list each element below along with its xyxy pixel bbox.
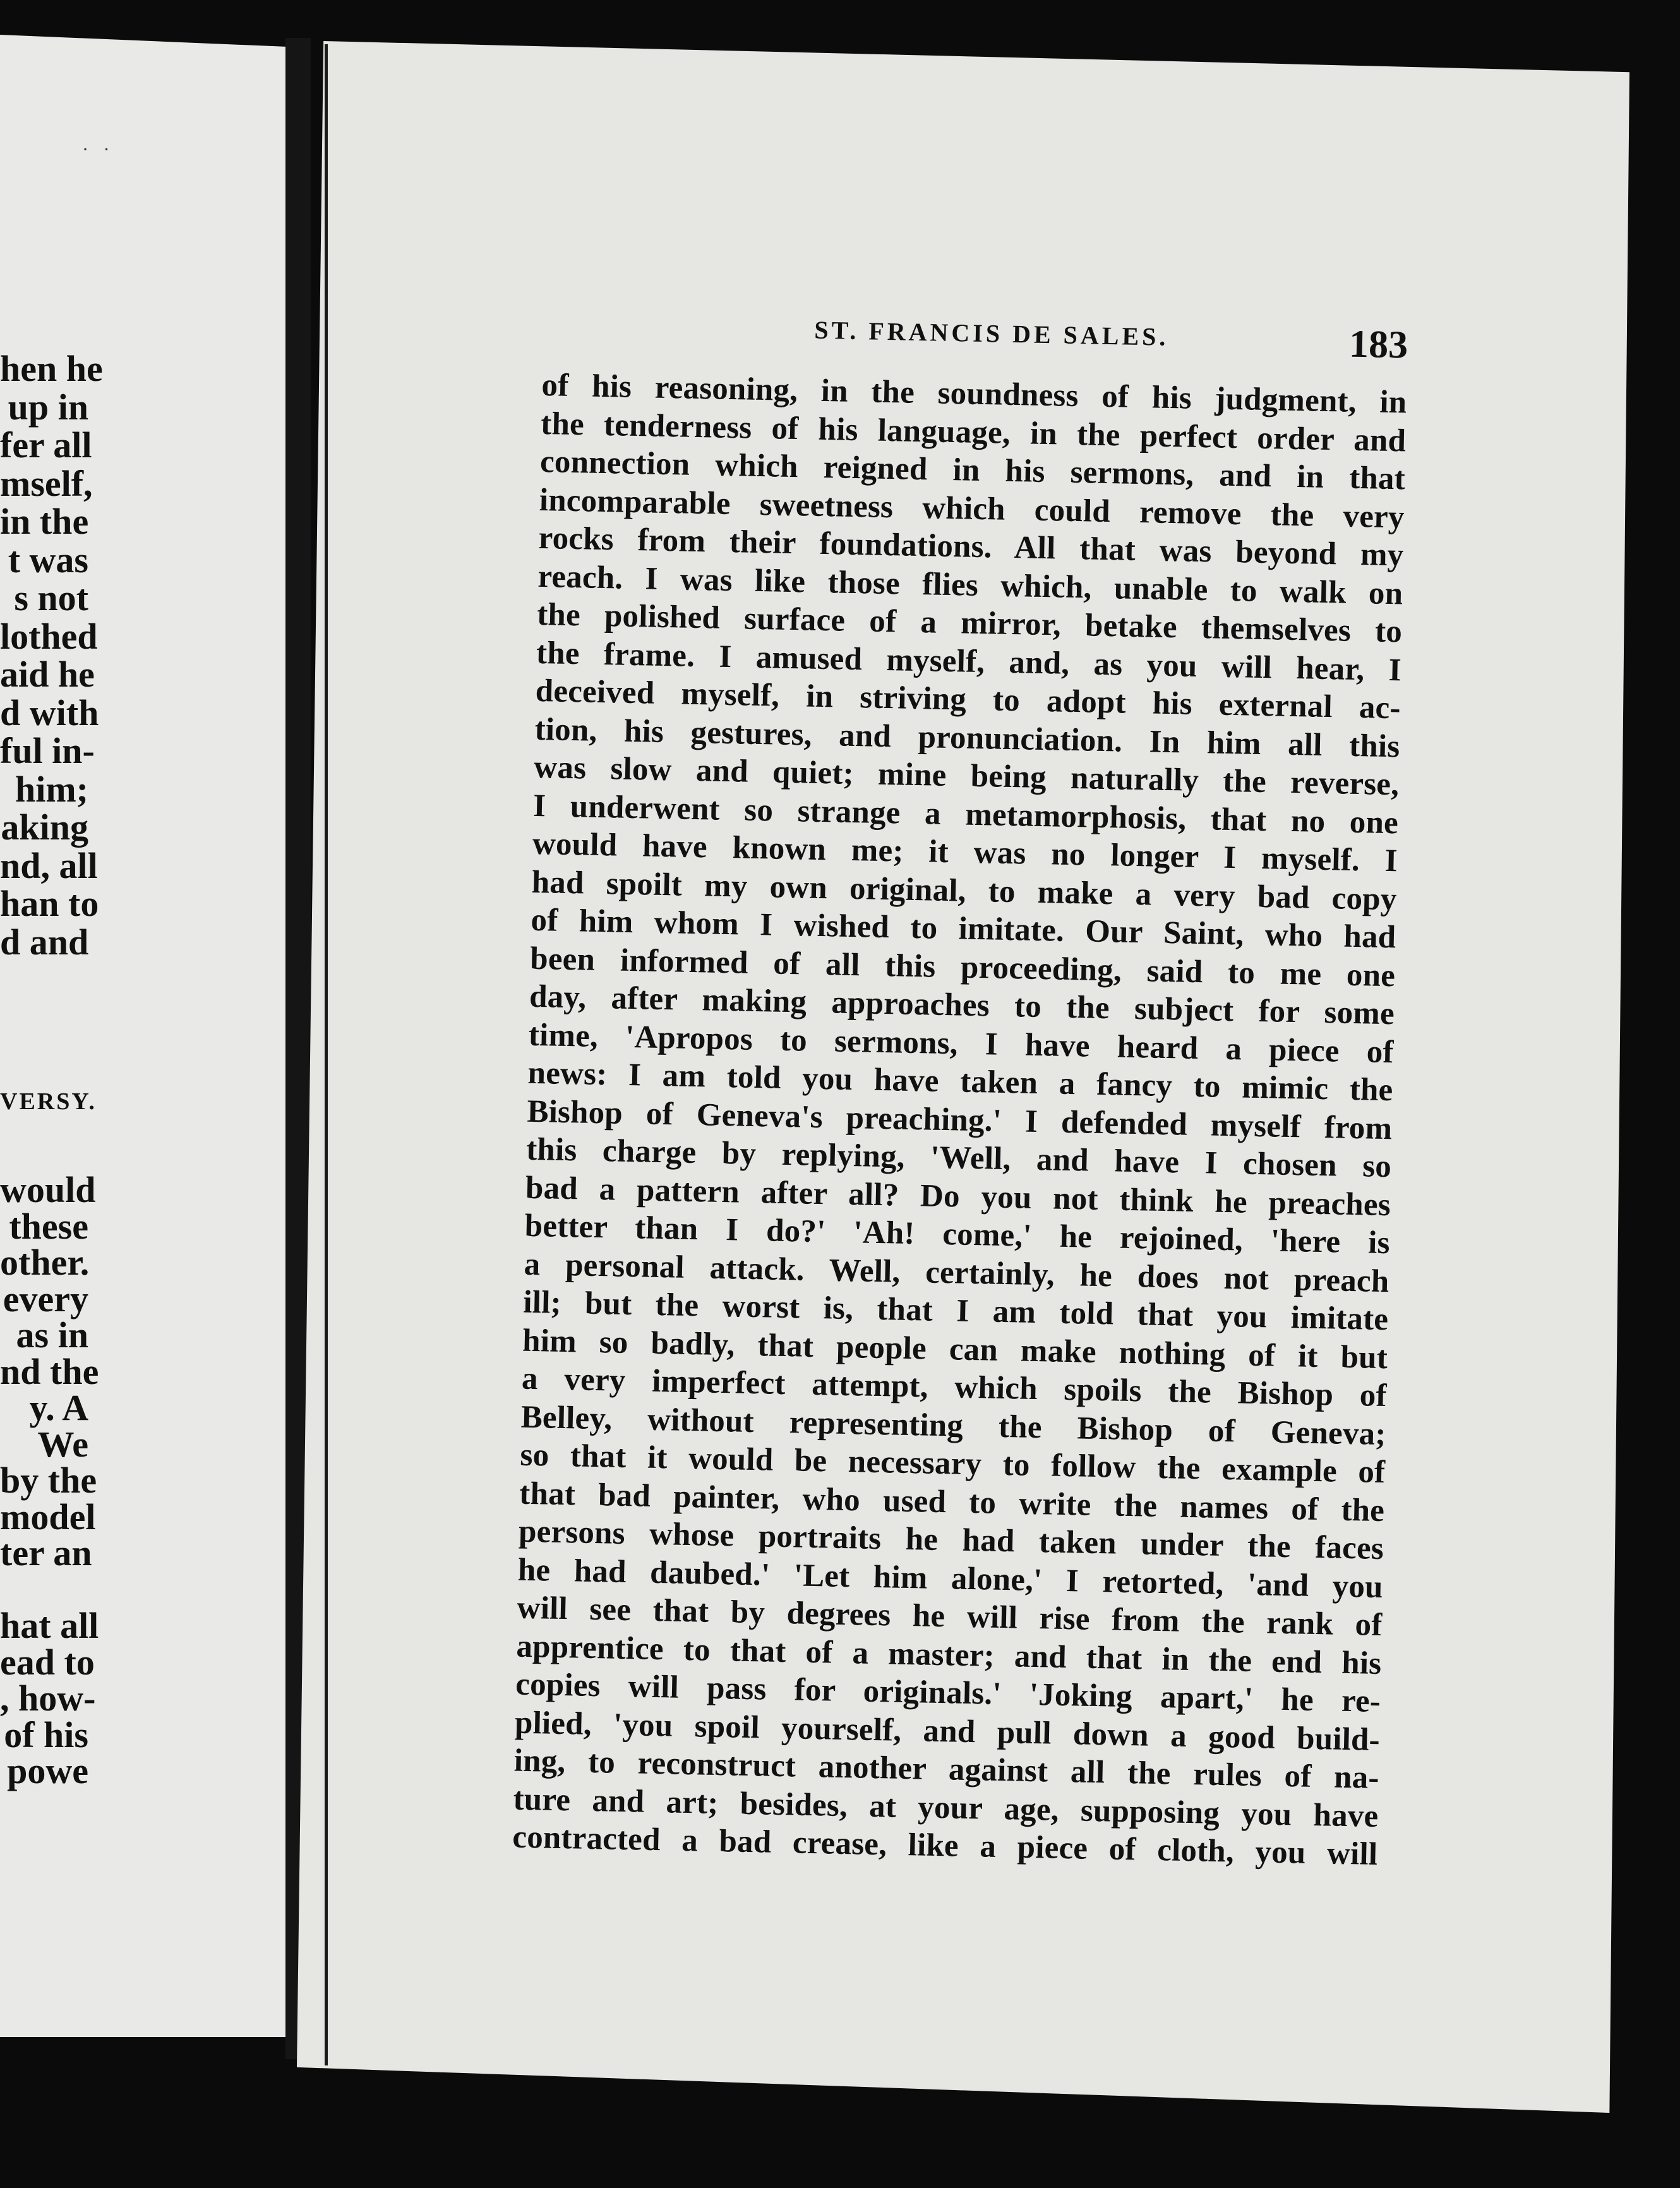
left-text-fragment: these [9,1205,88,1247]
left-text-fragment: him; [15,768,88,810]
text-line: of him whom I wished to imitate. Our Saint, who had [531,902,1396,956]
left-text-fragment: model [0,1496,96,1537]
page-number: 183 [1348,322,1408,367]
text-line: the tenderness of his language, in the perfect order and [540,406,1407,459]
left-text-fragment: hat all [0,1605,99,1646]
text-line: of his reasoning, in the soundness of his judgment, in [541,367,1407,421]
left-text-fragment: lothed [0,615,98,657]
text-line: copies will pass for originals.' 'Joking apart,' he re- [515,1666,1381,1720]
text-line: a very imperfect attempt, which spoils the Bishop of [521,1361,1388,1414]
text-line: ing, to reconstruct another against all the rules of na- [513,1743,1380,1796]
gutter-line [325,44,328,2065]
text-line: day, after making approaches to the subject for some [529,978,1395,1032]
left-text-fragment: s not [14,577,88,618]
left-text-fragment: ead to [0,1641,95,1683]
left-text-fragment: aking [1,807,88,848]
left-text-fragment: hen he [0,348,103,389]
text-line: I underwent so strange a metamorphosis, that no one [532,788,1399,841]
text-line: so that it would be necessary to follow the example of [520,1437,1386,1491]
left-text-fragment: aid he [0,654,95,695]
left-heading-fragment: VERSY. [0,1088,97,1115]
left-text-fragment: y. A [29,1387,88,1428]
left-text-fragment: as in [16,1314,88,1355]
text-line: news: I am told you have taken a fancy to mimic the [527,1055,1394,1109]
text-line: the polished surface of a mirror, betake themselves to [536,596,1403,650]
text-line: contracted a bad crease, like a piece of cloth, you will [512,1819,1378,1873]
left-text-fragment: by the [0,1460,97,1501]
left-text-fragment: nd, all [0,845,98,886]
left-text-fragment: powe [7,1750,88,1791]
text-line: that bad painter, who used to write the names of the [519,1476,1385,1529]
right-page-text [512,310,1408,1874]
left-page-text [0,0,287,2188]
left-text-fragment: t was [8,539,88,580]
text-line: a personal attack. Well, certainly, he does not preach [524,1246,1389,1299]
text-line: would have known me; it was no longer I myself. I [532,826,1398,879]
text-line: Belley, without representing the Bishop of Geneva; [520,1399,1387,1452]
text-line: he had daubed.' 'Let him alone,' I retorted, 'and you [517,1552,1384,1605]
body-text [512,366,1407,1874]
running-title: ST. FRANCIS DE SALES. [813,315,1169,351]
text-line: ture and art; besides, at your age, supposing you have [513,1781,1379,1834]
left-text-fragment: of his [4,1714,88,1755]
text-line: tion, his gestures, and pronunciation. In him all this [534,711,1400,764]
left-text-fragment: ful in- [0,730,95,771]
left-text-fragment: mself, [0,462,93,504]
top-marks: · · [82,139,115,160]
text-line: bad a pattern after all? Do you not think he preaches [525,1170,1391,1223]
text-line: ill; but the worst is, that I am told that you imitate [522,1284,1389,1338]
text-line: Bishop of Geneva's preaching.' I defended myself from [526,1093,1393,1146]
text-line: better than I do?' 'Ah! come,' he rejoined, 'here is [524,1208,1391,1261]
left-text-fragment: han to [0,883,99,924]
left-text-fragment: d and [0,921,89,963]
text-line: time, 'Apropos to sermons, I have heard a piece of [528,1017,1395,1070]
text-line: connection which reigned in his sermons, and in that [539,443,1406,497]
left-text-fragment: every [3,1278,88,1319]
text-line: rocks from their foundations. All that was beyond my [538,520,1405,574]
text-line: was slow and quiet; mine being naturally the reverse, [533,749,1400,803]
text-line: persons whose portraits he had taken under the faces [518,1513,1384,1567]
left-text-fragment: fer all [0,424,92,466]
left-text-fragment: would [0,1169,96,1210]
left-text-fragment: nd the [0,1350,99,1392]
text-line: incomparable sweetness which could remove the very [539,482,1405,535]
left-text-fragment: other. [0,1242,90,1283]
text-line: apprentice to that of a master; and that in the end his [515,1628,1382,1681]
left-text-fragment: We [37,1423,88,1465]
text-line: the frame. I amused myself, and, as you will hear, I [536,635,1402,688]
text-line: will see that by degrees he will rise from the rank of [517,1590,1383,1644]
left-text-fragment: , how- [0,1678,96,1719]
left-text-fragment: up in [8,386,88,428]
text-line: him so badly, that people can make nothing of it but [522,1323,1388,1376]
left-text-fragment: in the [0,501,89,542]
text-line: plied, 'you spoil yourself, and pull down a good build- [514,1705,1381,1758]
left-text-fragment: ter an [0,1532,92,1573]
text-line: reach. I was like those flies which, unable to walk on [537,558,1403,611]
text-line: deceived myself, in striving to adopt his external ac- [535,673,1401,726]
text-line: this charge by replying, 'Well, and have I chosen so [525,1131,1392,1185]
left-text-fragment: d with [0,692,99,733]
text-line: had spoilt my own original, to make a very bad copy [531,864,1398,917]
text-line: been informed of all this proceeding, said to me one [529,941,1396,994]
